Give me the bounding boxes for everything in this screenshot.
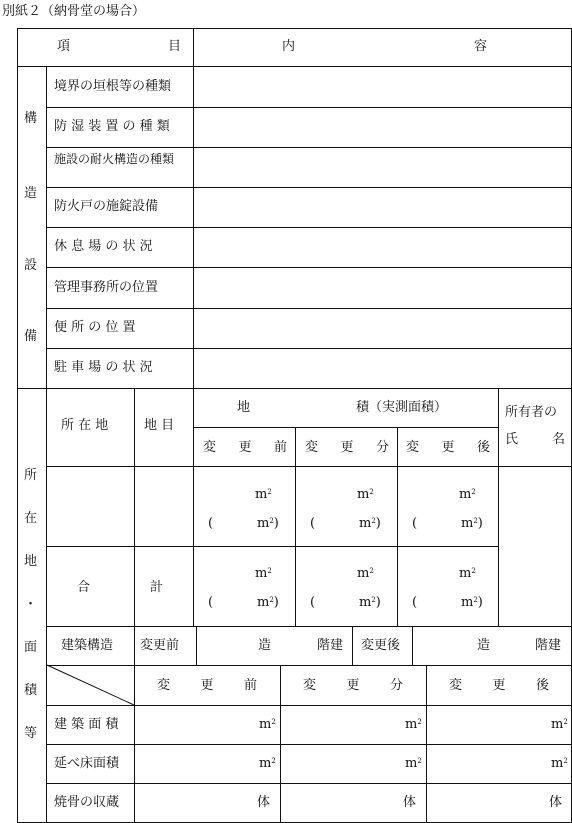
area-subcol-change xyxy=(305,440,389,456)
area-unit xyxy=(255,487,272,503)
content-header-char: 容 xyxy=(473,39,487,54)
content-header-char: 内 xyxy=(282,39,296,54)
building-unit xyxy=(551,756,568,772)
zo-label: 造 xyxy=(477,638,491,653)
structure-group-label: 構 xyxy=(24,111,38,126)
location-group-label: 地 xyxy=(24,554,38,569)
paren-open: ( xyxy=(412,595,418,610)
paren-open: ( xyxy=(208,516,214,531)
building-row-label: 建 築 面 積 xyxy=(54,717,119,732)
structure-row-label: 休 息 場 の 状 況 xyxy=(54,239,153,254)
area-subcol-char: 更 xyxy=(441,440,455,455)
building-col-char: 更 xyxy=(346,678,360,693)
building-col-char: 分 xyxy=(389,678,403,693)
building-col-char: 変 xyxy=(303,678,317,693)
paren-unit xyxy=(359,516,381,532)
area-subcol-char: 前 xyxy=(273,440,287,455)
building-col-char: 変 xyxy=(157,678,171,693)
kaidate-label: 階建 xyxy=(535,638,562,653)
unit-sup: 2 xyxy=(369,488,374,496)
owner-header: 所有者の xyxy=(505,405,558,420)
content-header xyxy=(282,39,487,55)
item-header-char: 目 xyxy=(167,39,181,54)
unit-sup: 2 xyxy=(371,596,376,604)
building-col-char: 更 xyxy=(200,678,214,693)
unit-sup: 2 xyxy=(271,718,276,726)
structure-group-label: 設 xyxy=(24,258,38,273)
area-subcol-char: 更 xyxy=(238,440,252,455)
paren-close: ) xyxy=(477,595,483,610)
kaidate-label: 階建 xyxy=(317,638,344,653)
paren-close: ) xyxy=(375,516,381,531)
area-subcol-after xyxy=(406,440,490,456)
owner-header-2 xyxy=(505,432,565,448)
location-group-label: ・ xyxy=(24,597,38,612)
unit-sup: 2 xyxy=(369,567,374,575)
chimoku-column-header: 地 目 xyxy=(144,418,175,433)
unit-sup: 2 xyxy=(417,757,422,765)
building-unit xyxy=(259,717,276,733)
area-subcol-before xyxy=(203,440,287,456)
before-label: 変更前 xyxy=(140,638,180,653)
paren-unit xyxy=(461,516,483,532)
structure-row-label: 施設の耐火構造の種類 xyxy=(54,152,175,166)
building-unit: 体 xyxy=(257,795,271,810)
paren-open: ( xyxy=(412,516,418,531)
building-col-char: 前 xyxy=(243,678,257,693)
building-col-char: 更 xyxy=(492,678,506,693)
structure-row-label: 境界の垣根等の種類 xyxy=(54,79,172,94)
area-unit xyxy=(459,566,476,582)
area-header-text: 積（実測面積） xyxy=(355,400,447,415)
total-label xyxy=(77,580,163,596)
area-unit xyxy=(357,566,374,582)
building-row-label: 延べ床面積 xyxy=(54,756,120,771)
after-label: 変更後 xyxy=(361,638,401,653)
paren-unit xyxy=(257,516,279,532)
location-group-label: 積 xyxy=(24,683,38,698)
building-unit: 体 xyxy=(403,795,417,810)
unit-text: m xyxy=(257,595,270,610)
area-subcol-char: 変 xyxy=(406,440,420,455)
paren-close: ) xyxy=(375,595,381,610)
location-group-label: 在 xyxy=(24,511,38,526)
paren-close: ) xyxy=(273,595,279,610)
unit-sup: 2 xyxy=(267,567,272,575)
zo-label: 造 xyxy=(258,638,272,653)
structure-row-label: 駐 車 場 の 状 況 xyxy=(54,360,153,375)
building-col-before xyxy=(157,678,257,694)
paren-unit xyxy=(461,595,483,611)
area-subcol-char: 分 xyxy=(375,440,389,455)
building-unit xyxy=(259,756,276,772)
unit-sup: 2 xyxy=(471,488,476,496)
unit-sup: 2 xyxy=(267,488,272,496)
unit-text: m xyxy=(461,516,474,531)
unit-sup: 2 xyxy=(417,718,422,726)
paren-unit xyxy=(257,595,279,611)
caption: 別紙２（納骨堂の場合） xyxy=(2,4,146,19)
area-header-char: 地 xyxy=(237,400,251,415)
structure-group-label: 備 xyxy=(24,329,38,344)
paren-unit xyxy=(359,595,381,611)
unit-text: m xyxy=(357,487,370,502)
location-group-label: 面 xyxy=(24,640,38,655)
unit-text: m xyxy=(357,566,370,581)
unit-text: m xyxy=(459,566,472,581)
structure-group-label: 造 xyxy=(24,186,38,201)
building-unit xyxy=(405,756,422,772)
unit-text: m xyxy=(405,756,418,771)
building-unit xyxy=(405,717,422,733)
location-group-label: 等 xyxy=(24,726,38,741)
unit-sup: 2 xyxy=(271,757,276,765)
area-subcol-char: 更 xyxy=(340,440,354,455)
unit-text: m xyxy=(405,717,418,732)
unit-text: m xyxy=(255,566,268,581)
structure-row-label: 便 所 の 位 置 xyxy=(54,320,136,335)
unit-sup: 2 xyxy=(473,517,478,525)
unit-text: m xyxy=(459,487,472,502)
paren-open: ( xyxy=(310,516,316,531)
structure-row-label: 防火戸の施錠設備 xyxy=(54,199,159,214)
item-header xyxy=(57,39,181,55)
location-group-label: 所 xyxy=(24,468,38,483)
unit-text: m xyxy=(359,516,372,531)
owner-header-char: 名 xyxy=(551,432,565,447)
unit-text: m xyxy=(259,756,272,771)
unit-sup: 2 xyxy=(563,757,568,765)
paren-open: ( xyxy=(208,595,214,610)
total-label-char: 計 xyxy=(149,580,163,595)
area-unit xyxy=(255,566,272,582)
unit-text: m xyxy=(259,717,272,732)
building-col-char: 変 xyxy=(449,678,463,693)
unit-text: m xyxy=(551,717,564,732)
building-col-after xyxy=(449,678,549,694)
owner-header-char: 氏 xyxy=(505,432,519,447)
area-subcol-char: 変 xyxy=(305,440,319,455)
unit-text: m xyxy=(257,516,270,531)
unit-sup: 2 xyxy=(563,718,568,726)
structure-row-label: 防 湿 装 置 の 種 類 xyxy=(54,119,170,134)
structure-row-label: 管理事務所の位置 xyxy=(54,280,159,295)
area-unit xyxy=(459,487,476,503)
unit-sup: 2 xyxy=(471,567,476,575)
area-unit xyxy=(357,487,374,503)
building-unit xyxy=(551,717,568,733)
building-col-change xyxy=(303,678,403,694)
building-col-char: 後 xyxy=(535,678,549,693)
building-structure-label: 建築構造 xyxy=(61,638,114,653)
paren-close: ) xyxy=(477,516,483,531)
unit-text: m xyxy=(359,595,372,610)
unit-sup: 2 xyxy=(269,596,274,604)
application-form-table xyxy=(17,28,572,823)
area-header xyxy=(237,400,447,416)
item-header-char: 項 xyxy=(57,39,71,54)
unit-sup: 2 xyxy=(269,517,274,525)
location-column-header: 所 在 地 xyxy=(61,418,109,433)
total-label-char: 合 xyxy=(77,580,91,595)
unit-text: m xyxy=(461,595,474,610)
paren-close: ) xyxy=(273,516,279,531)
area-subcol-char: 後 xyxy=(476,440,490,455)
area-subcol-char: 変 xyxy=(203,440,217,455)
unit-text: m xyxy=(255,487,268,502)
building-unit: 体 xyxy=(549,795,563,810)
unit-text: m xyxy=(551,756,564,771)
building-row-label: 焼骨の収蔵 xyxy=(54,795,120,810)
paren-open: ( xyxy=(310,595,316,610)
unit-sup: 2 xyxy=(473,596,478,604)
unit-sup: 2 xyxy=(371,517,376,525)
